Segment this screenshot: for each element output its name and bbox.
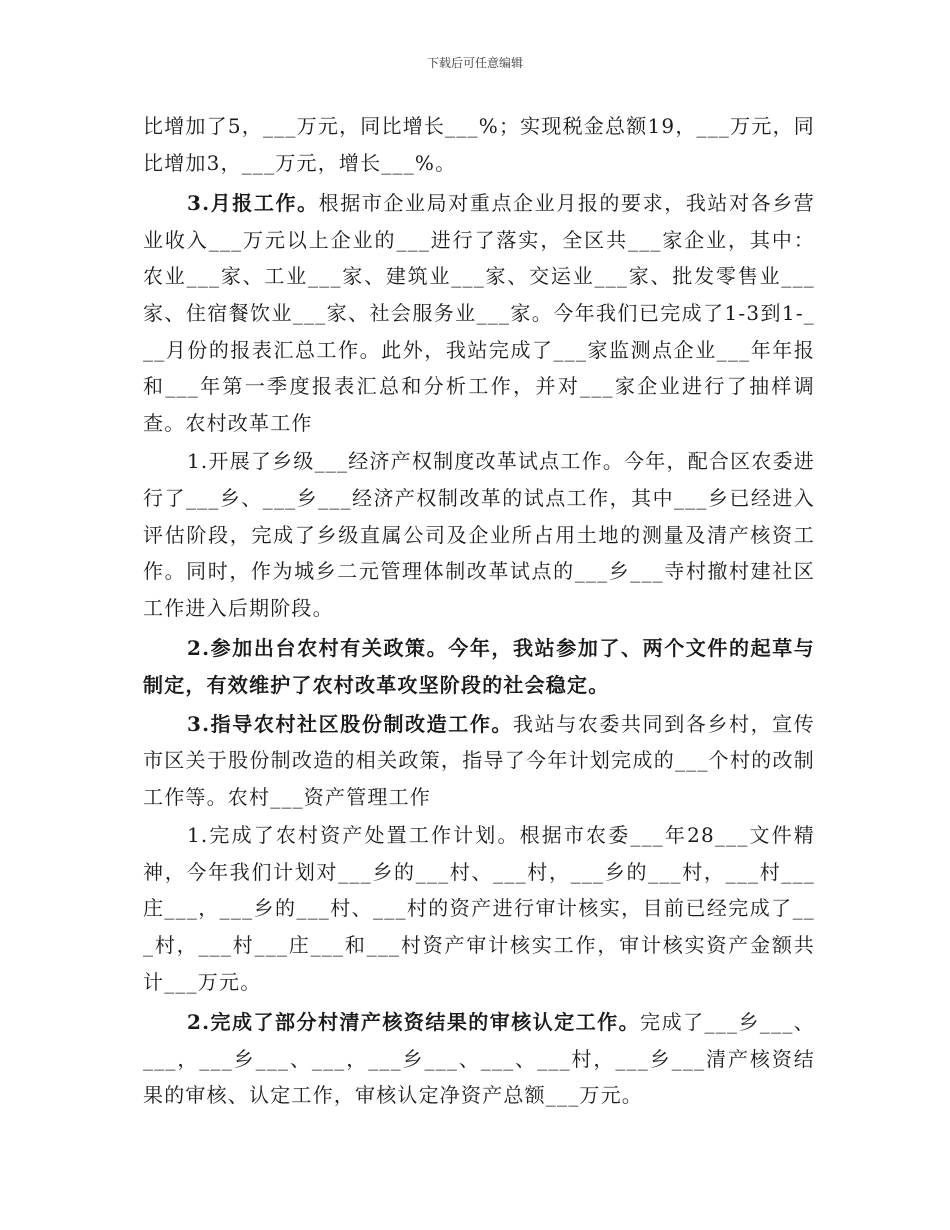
paragraph-text: 比增加了5，___万元，同比增长___%；实现税金总额19，___万元，同比增加3，___万元，增长___%。 (143, 114, 815, 175)
paragraph-tax-growth (143, 108, 815, 181)
paragraph-monthly-report (143, 185, 815, 441)
paragraph-text: 根据市企业局对重点企业月报的要求，我站对各乡营业收入___万元以上企业的___进行了落实，全区共___家企业，其中：农业___家、工业___家、建筑业___家、交运业___家、批发零售业___家、住宿餐饮业___家、社会服务业___家。今年我们已完成了1-3到1-___月份的报表汇总工作。此外，我站完成了___家监测点企业___年年报和___年第一季度报表汇总和分析工作，并对___家企业进行了抽样调查。农村改革工作 (143, 191, 816, 435)
paragraph-property-reform (143, 443, 815, 626)
paragraph-text: 我站与农委共同到各乡村，宣传市区关于股份制改造的相关政策，指导了今年计划完成的___个村的改制工作等。农村___资产管理工作 (143, 711, 815, 809)
page-header: 下载后可任意编辑 (426, 56, 523, 70)
paragraph-rural-policy (143, 630, 815, 703)
document-body (143, 108, 815, 1114)
paragraph-shareholding-reform (143, 706, 815, 816)
paragraph-asset-disposal (143, 817, 815, 1000)
paragraph-asset-verification (143, 1004, 815, 1114)
paragraph-text: 完成了___乡___、___，___乡___、___，___乡___、___、___村，___乡___清产核资结果的审核、认定工作，审核认定净资产总额___万元。 (143, 1010, 815, 1108)
paragraph-text: 1.开展了乡级___经济产权制度改革试点工作。今年，配合区农委进行了___乡、___乡___经济产权制改革的试点工作，其中___乡已经进入评估阶段，完成了乡级直属公司及企业所占用土地的测量及清产核资工作。同时，作为城乡二元管理体制改革试点的___乡___寺村撤村建社区工作进入后期阶段。 (143, 449, 815, 620)
paragraph-heading: 3.指导农村社区股份制改造工作。 (187, 711, 514, 736)
paragraph-heading: 3.月报工作。 (187, 191, 319, 216)
paragraph-heading: 2.完成了部分村清产核资结果的审核认定工作。 (187, 1010, 641, 1035)
paragraph-text: 2.参加出台农村有关政策。今年，我站参加了、两个文件的起草与制定，有效维护了农村改革攻坚阶段的社会稳定。 (143, 636, 815, 697)
paragraph-text: 1.完成了农村资产处置工作计划。根据市农委___年28___文件精神，今年我们计划对___乡的___村、___村，___乡的___村，___村___庄___，___乡的___村、___村的资产进行审计核实，目前已经完成了___村，___村___庄___和___村资产审计核实工作，审计核实资产金额共计___万元。 (143, 823, 815, 994)
